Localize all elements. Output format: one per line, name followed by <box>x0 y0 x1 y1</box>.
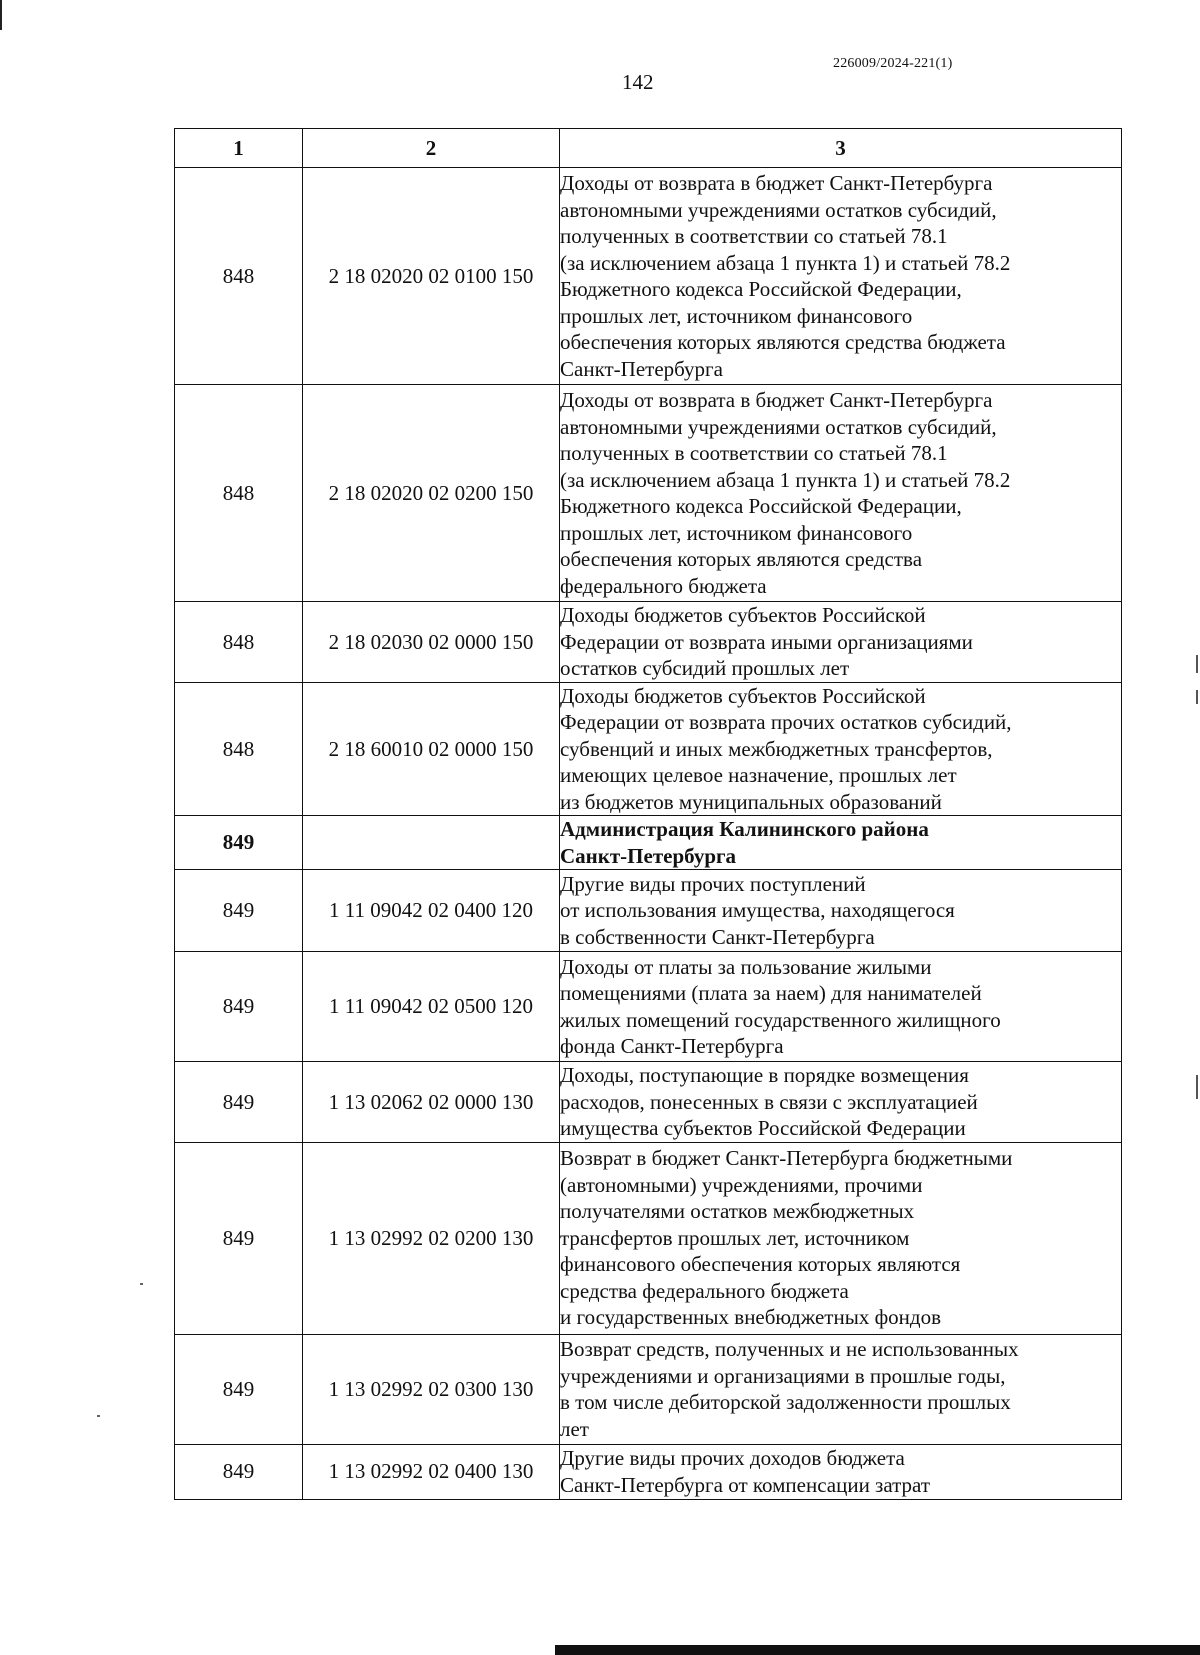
admin-code-cell: 849 <box>175 1444 303 1499</box>
admin-code-cell: 849 <box>175 1142 303 1334</box>
table-row <box>175 816 1122 870</box>
description-line: Бюджетного кодекса Российской Федерации, <box>560 494 962 518</box>
table-row <box>175 682 1122 816</box>
budget-classification-code-cell: 2 18 02020 02 0100 150 <box>303 168 560 385</box>
revenue-description-cell <box>560 1142 1122 1334</box>
budget-classification-code-cell: 1 13 02992 02 0200 130 <box>303 1142 560 1334</box>
description-line: Доходы от платы за пользование жилыми <box>560 954 932 979</box>
description-line: федерального бюджета <box>560 573 767 598</box>
description-line: от использования имущества, находящегося <box>560 898 955 923</box>
description-line: имущества субъектов Российской Федерации <box>560 1116 966 1140</box>
description-line: средства федерального бюджета <box>560 1278 849 1303</box>
description-line: остатков субсидий прошлых лет <box>560 656 850 680</box>
description-line: Санкт-Петербурга <box>560 843 737 868</box>
description-line: получателями остатков межбюджетных <box>560 1199 915 1224</box>
revenue-description-cell <box>560 385 1122 602</box>
description-line: субвенций и иных межбюджетных трансфертов, <box>560 736 993 761</box>
budget-classification-code-cell: 1 11 09042 02 0400 120 <box>303 870 560 952</box>
admin-code-cell: 848 <box>175 168 303 385</box>
description-line: и государственных внебюджетных фондов <box>560 1305 942 1330</box>
description-line: Доходы от возврата в бюджет Санкт-Петербурга <box>560 171 993 195</box>
description-line: обеспечения которых являются средства <box>560 547 923 571</box>
document-registration-number: 226009/2024-221(1) <box>833 56 953 71</box>
admin-code-cell: 849 <box>175 1062 303 1143</box>
description-line: из бюджетов муниципальных образований <box>560 789 942 814</box>
table-row <box>175 385 1122 602</box>
description-line: лет <box>560 1416 589 1441</box>
scan-artifact <box>140 1283 143 1285</box>
budget-classification-code-cell: 2 18 60010 02 0000 150 <box>303 682 560 816</box>
budget-classification-code-cell: 1 13 02992 02 0300 130 <box>303 1334 560 1444</box>
scan-bottom-edge <box>555 1645 1200 1655</box>
table-row <box>175 602 1122 683</box>
budget-classification-code-cell: 1 13 02992 02 0400 130 <box>303 1444 560 1499</box>
table-row <box>175 952 1122 1062</box>
admin-code-cell: 849 <box>175 870 303 952</box>
description-line: имеющих целевое назначение, прошлых лет <box>560 763 957 787</box>
description-line: Доходы от возврата в бюджет Санкт-Петербурга <box>560 388 993 412</box>
description-line: Возврат в бюджет Санкт-Петербурга бюджетными <box>560 1146 1013 1171</box>
description-line: учреждениями и организациями в прошлые годы, <box>560 1363 1006 1388</box>
admin-code-cell: 849 <box>175 1334 303 1444</box>
table-row <box>175 1444 1122 1499</box>
description-line: в том числе дебиторской задолженности прошлых <box>560 1390 1011 1414</box>
scan-artifact <box>97 1415 100 1417</box>
description-line: (за исключением абзаца 1 пункта 1) и статьей 78.2 <box>560 467 1011 492</box>
description-line: помещениями (плата за наем) для нанимателей <box>560 981 982 1005</box>
table-row <box>175 1142 1122 1334</box>
description-line: автономными учреждениями остатков субсидий, <box>560 414 997 439</box>
description-line: жилых помещений государственного жилищного <box>560 1007 1001 1032</box>
description-line: Доходы бюджетов субъектов Российской <box>560 603 926 627</box>
revenue-description-cell <box>560 1062 1122 1143</box>
description-line: прошлых лет, источником финансового <box>560 303 913 328</box>
revenue-description-cell <box>560 952 1122 1062</box>
revenue-description-cell <box>560 1444 1122 1499</box>
description-line: Бюджетного кодекса Российской Федерации, <box>560 277 962 301</box>
description-line: прошлых лет, источником финансового <box>560 520 913 545</box>
description-line: Санкт-Петербурга от компенсации затрат <box>560 1472 931 1497</box>
revenue-codes-table <box>174 128 1122 1500</box>
column-header-2: 2 <box>303 129 560 168</box>
description-line: в собственности Санкт-Петербурга <box>560 924 875 949</box>
description-line: полученных в соответствии со статьей 78.1 <box>560 441 948 465</box>
description-line: (за исключением абзаца 1 пункта 1) и статьей 78.2 <box>560 250 1011 275</box>
budget-classification-code-cell: 1 13 02062 02 0000 130 <box>303 1062 560 1143</box>
description-line: Возврат средств, полученных и не использованных <box>560 1337 1019 1361</box>
admin-code-cell: 849 <box>175 952 303 1062</box>
description-line: Доходы, поступающие в порядке возмещения <box>560 1063 969 1087</box>
budget-classification-code-cell: 2 18 02030 02 0000 150 <box>303 602 560 683</box>
description-line: Федерации от возврата иными организациями <box>560 629 973 654</box>
page-number: 142 <box>622 70 654 94</box>
description-line: Санкт-Петербурга <box>560 356 723 381</box>
revenue-description-cell <box>560 168 1122 385</box>
admin-code-cell: 848 <box>175 385 303 602</box>
budget-classification-code-cell <box>303 816 560 870</box>
table-row <box>175 870 1122 952</box>
description-line: полученных в соответствии со статьей 78.1 <box>560 224 948 248</box>
revenue-description-cell <box>560 816 1122 870</box>
table-row <box>175 1334 1122 1444</box>
admin-code-cell: 848 <box>175 602 303 683</box>
table-row <box>175 1062 1122 1143</box>
budget-classification-code-cell: 1 11 09042 02 0500 120 <box>303 952 560 1062</box>
revenue-description-cell <box>560 682 1122 816</box>
table-body <box>175 168 1122 1500</box>
table-row <box>175 168 1122 385</box>
revenue-description-cell <box>560 870 1122 952</box>
description-line: расходов, понесенных в связи с эксплуатацией <box>560 1089 978 1114</box>
budget-classification-code-cell: 2 18 02020 02 0200 150 <box>303 385 560 602</box>
scan-edge-mark <box>0 0 2 30</box>
description-line: Администрация Калининского района <box>560 817 929 841</box>
table-header-row <box>175 129 1122 168</box>
scan-artifact <box>1196 1075 1198 1099</box>
description-line: фонда Санкт-Петербурга <box>560 1034 784 1058</box>
description-line: Другие виды прочих доходов бюджета <box>560 1446 905 1470</box>
admin-code-cell: 848 <box>175 682 303 816</box>
description-line: Доходы бюджетов субъектов Российской <box>560 683 926 708</box>
description-line: трансфертов прошлых лет, источником <box>560 1225 910 1250</box>
column-header-1: 1 <box>175 129 303 168</box>
description-line: автономными учреждениями остатков субсидий, <box>560 197 997 222</box>
description-line: (автономными) учреждениями, прочими <box>560 1172 923 1197</box>
description-line: финансового обеспечения которых являются <box>560 1252 961 1277</box>
scan-artifact <box>1196 655 1198 673</box>
admin-code-cell: 849 <box>175 816 303 870</box>
revenue-description-cell <box>560 1334 1122 1444</box>
scan-artifact <box>1196 690 1198 704</box>
description-line: обеспечения которых являются средства бюджета <box>560 330 1006 354</box>
description-line: Федерации от возврата прочих остатков субсидий, <box>560 710 1012 734</box>
revenue-description-cell <box>560 602 1122 683</box>
column-header-3: 3 <box>560 129 1122 168</box>
description-line: Другие виды прочих поступлений <box>560 871 866 896</box>
